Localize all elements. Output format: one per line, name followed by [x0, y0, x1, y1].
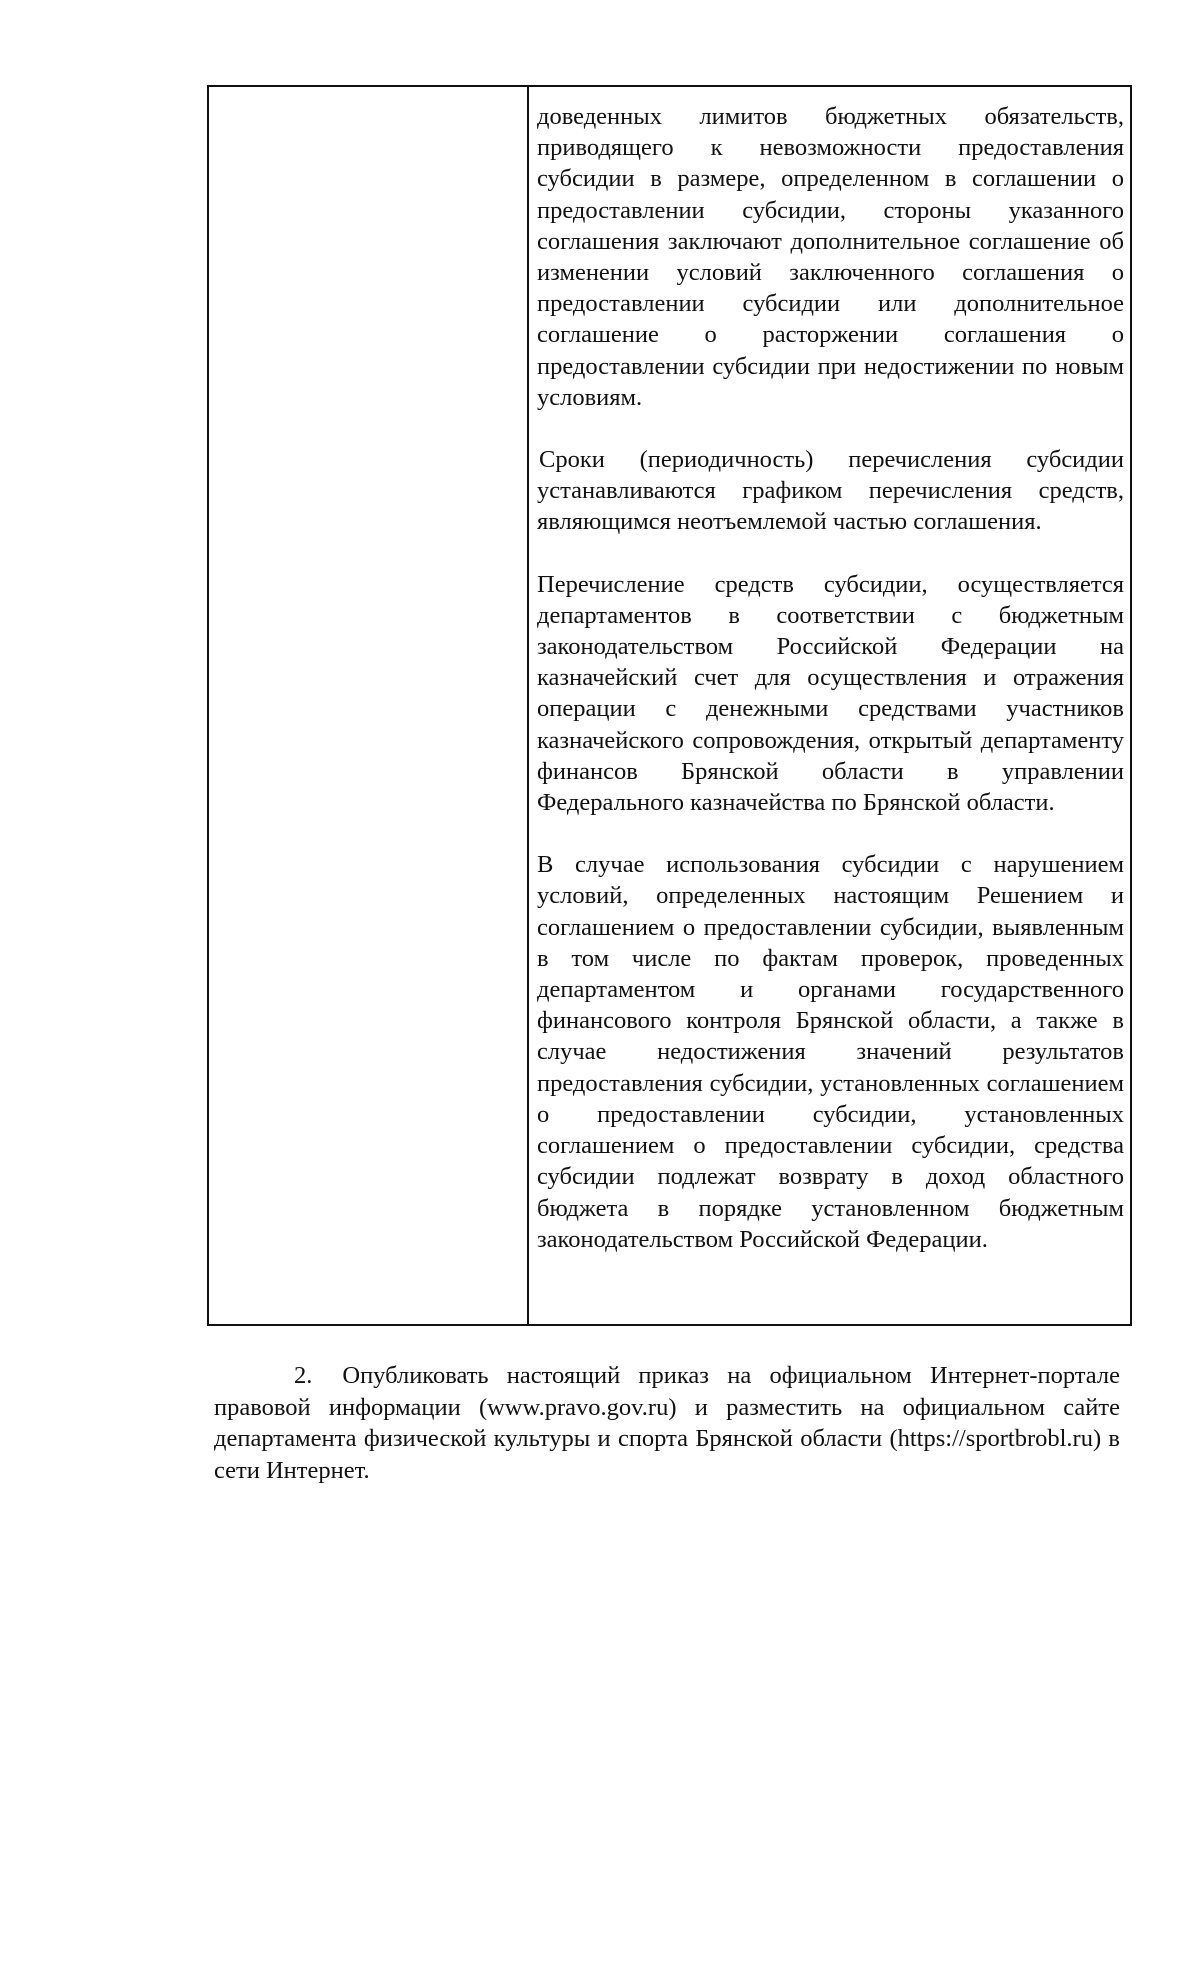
paragraph-transfer-schedule: Сроки (периодичность) перечисления субсидии устанавливаются графиком перечисления средств, являющимся неотъемлемой частью соглашения. — [537, 446, 1124, 536]
paragraph-subsidy-return: В случае использования субсидии с нарушением условий, определенных настоящим Решением и соглашением о предоставлении субсидии, выявленным в том числе по фактам проверок, проведенных департаментом и органами государственного финансового контроля Брянской области, а также в случае недостижения значений результатов предоставления субсидии, установленных соглашением о предоставлении субсидии, установленных соглашением о предоставлении субсидии, средства субсидии подлежат возврату в доход областного бюджета в порядке установленном бюджетным законодательством Российской Федерации. — [537, 851, 1124, 1253]
item-number: 2. — [294, 1362, 313, 1389]
paragraph-budget-limits: доведенных лимитов бюджетных обязательств, приводящего к невозможности предоставления субсидии в размере, определенном в соглашении о предоставлении субсидии, стороны указанного соглашения заключают дополнительное соглашение об изменении условий заключенного соглашения о предоставлении субсидии или дополнительное соглашение о расторжении соглашения о предоставлении субсидии при недостижении по новым условиям. — [537, 103, 1124, 411]
table-right-cell — [529, 87, 1130, 1324]
document-table — [207, 85, 1132, 1326]
item-2-text: Опубликовать настоящий приказ на официальном Интернет-портале правовой информации (www.pravo.gov.ru) и разместить на официальном сайте департамента физической культуры и спорта Брянской области (https://sportbrobl.ru) в сети Интернет. — [214, 1362, 1120, 1484]
paragraph-transfer-procedure: Перечисление средств субсидии, осуществляется департаментов в соответствии с бюджетным законодательством Российской Федерации на казначейский счет для осуществления и отражения операции с денежными средствами участников казначейского сопровождения, открытый департаменту финансов Брянской области в управлении Федерального казначейства по Брянской области. — [537, 570, 1124, 817]
table-left-cell — [209, 87, 529, 1324]
numbered-item-2 — [214, 1360, 1120, 1486]
